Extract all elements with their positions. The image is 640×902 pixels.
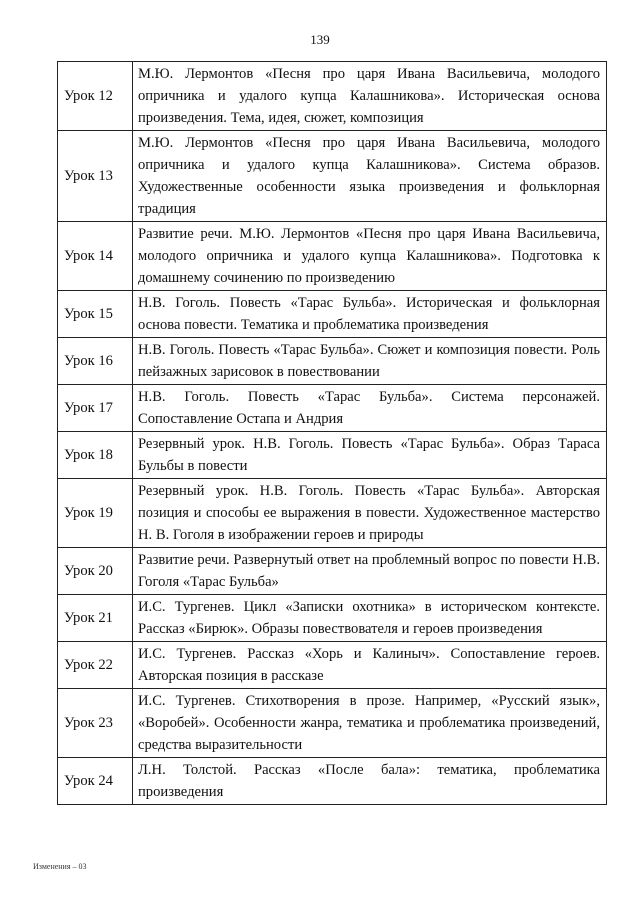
lesson-topic: Н.В. Гоголь. Повесть «Тарас Бульба». Историческая и фольклорная основа повести. Тематика и проблематика произведения [133, 291, 607, 338]
lesson-number: Урок 13 [58, 131, 133, 222]
table-row [58, 758, 607, 805]
lesson-number: Урок 17 [58, 385, 133, 432]
lesson-topic: И.С. Тургенев. Рассказ «Хорь и Калиныч». Сопоставление героев. Авторская позиция в рассказе [133, 642, 607, 689]
table-row [58, 432, 607, 479]
lesson-topic: И.С. Тургенев. Стихотворения в прозе. Например, «Русский язык», «Воробей». Особенности жанра, тематика и проблематика произведений, средства выразительности [133, 689, 607, 758]
lesson-topic: Л.Н. Толстой. Рассказ «После бала»: тематика, проблематика произведения [133, 758, 607, 805]
lesson-number: Урок 24 [58, 758, 133, 805]
lesson-topic: Н.В. Гоголь. Повесть «Тарас Бульба». Сюжет и композиция повести. Роль пейзажных зарисовок в повествовании [133, 338, 607, 385]
table-row [58, 131, 607, 222]
lesson-topic: Развитие речи. Развернутый ответ на проблемный вопрос по повести Н.В. Гоголя «Тарас Бульба» [133, 548, 607, 595]
lesson-topic: Развитие речи. М.Ю. Лермонтов «Песня про царя Ивана Васильевича, молодого опричника и удалого купца Калашникова». Подготовка к домашнему сочинению по произведению [133, 222, 607, 291]
table-row [58, 222, 607, 291]
lesson-topic: М.Ю. Лермонтов «Песня про царя Ивана Васильевича, молодого опричника и удалого купца Калашникова». Система образов. Художественные особенности языка произведения и фольклорная традиция [133, 131, 607, 222]
lesson-number: Урок 23 [58, 689, 133, 758]
lesson-topic: Н.В. Гоголь. Повесть «Тарас Бульба». Система персонажей. Сопоставление Остапа и Андрия [133, 385, 607, 432]
table-row [58, 291, 607, 338]
lesson-topic: Резервный урок. Н.В. Гоголь. Повесть «Тарас Бульба». Авторская позиция и способы ее выражения в повести. Художественное мастерство Н. В. Гоголя в изображении героев и природы [133, 479, 607, 548]
lesson-number: Урок 21 [58, 595, 133, 642]
lesson-number: Урок 14 [58, 222, 133, 291]
page-number: 139 [310, 32, 330, 47]
table-row [58, 338, 607, 385]
table-row [58, 385, 607, 432]
lesson-number: Урок 19 [58, 479, 133, 548]
table-row [58, 689, 607, 758]
lesson-number: Урок 22 [58, 642, 133, 689]
table-row [58, 642, 607, 689]
lesson-table [57, 61, 607, 805]
lesson-topic: Резервный урок. Н.В. Гоголь. Повесть «Тарас Бульба». Образ Тараса Бульбы в повести [133, 432, 607, 479]
lesson-number: Урок 12 [58, 62, 133, 131]
table-row [58, 548, 607, 595]
lesson-number: Урок 20 [58, 548, 133, 595]
table-row [58, 62, 607, 131]
table-row [58, 479, 607, 548]
lesson-number: Урок 15 [58, 291, 133, 338]
lesson-number: Урок 18 [58, 432, 133, 479]
lesson-number: Урок 16 [58, 338, 133, 385]
revision-footer: Изменения – 03 [33, 862, 87, 871]
lesson-topic: И.С. Тургенев. Цикл «Записки охотника» в историческом контексте. Рассказ «Бирюк». Образы повествователя и героев произведения [133, 595, 607, 642]
lesson-topic: М.Ю. Лермонтов «Песня про царя Ивана Васильевича, молодого опричника и удалого купца Калашникова». Историческая основа произведения. Тема, идея, сюжет, композиция [133, 62, 607, 131]
table-row [58, 595, 607, 642]
